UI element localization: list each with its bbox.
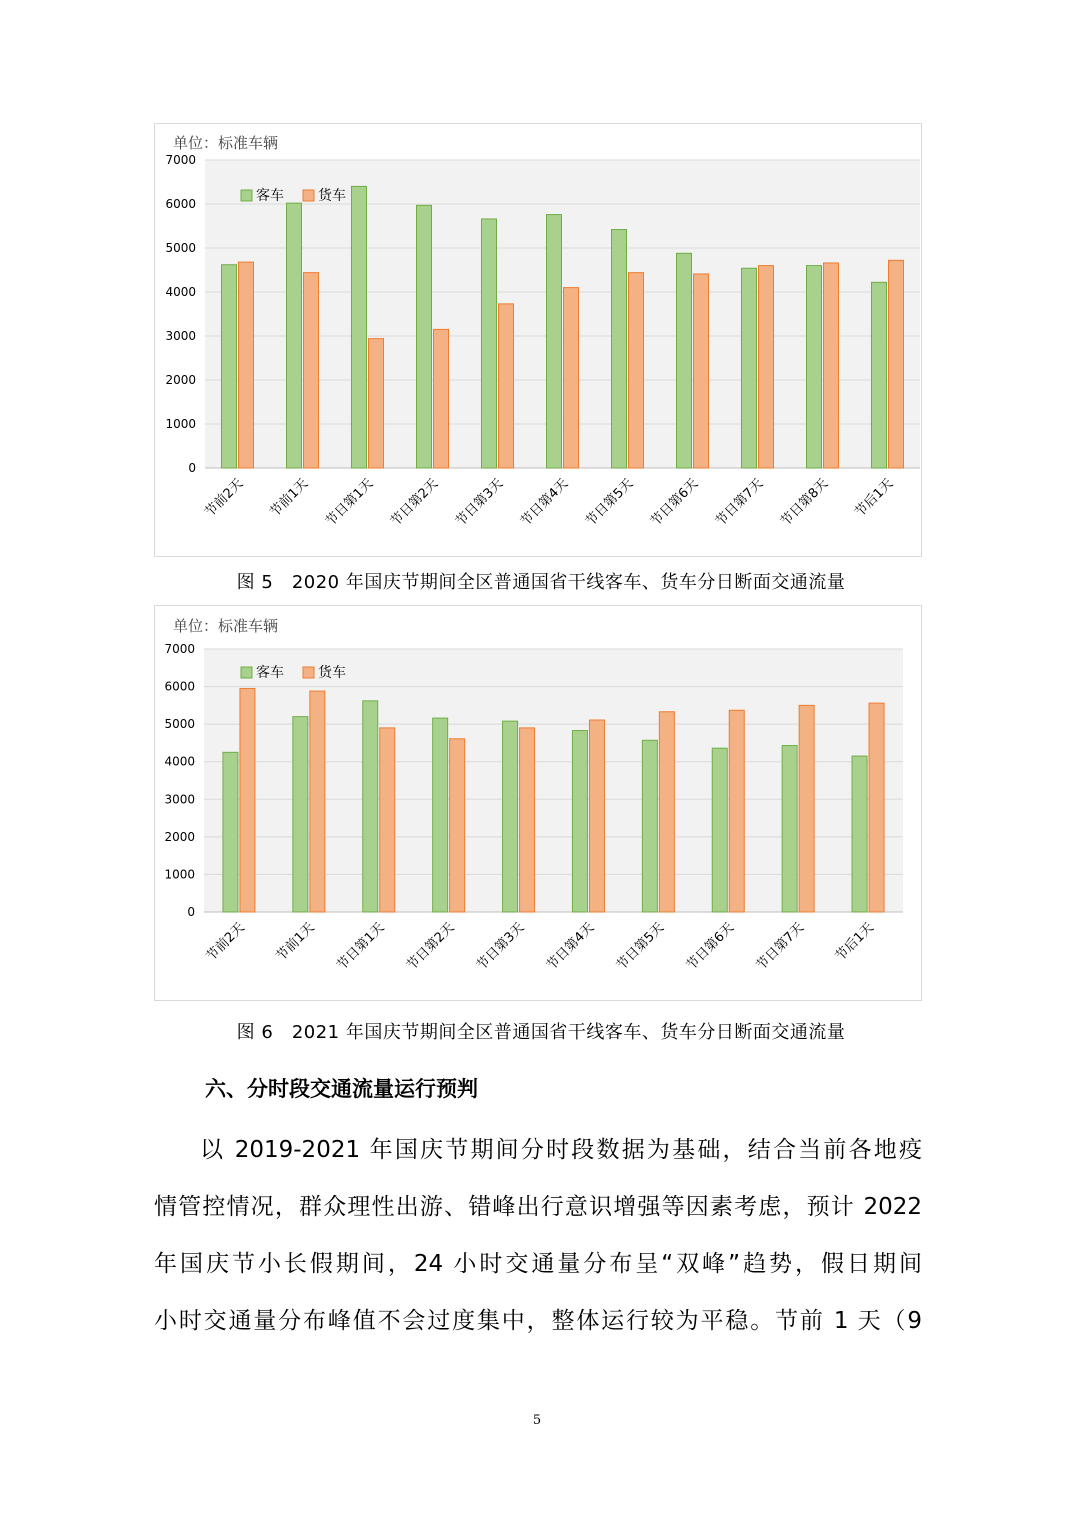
- body-paragraph: [154, 1122, 922, 1350]
- x-tick-label: 节日第8天: [778, 476, 832, 530]
- bar-freight: [659, 712, 674, 912]
- bar-passenger: [287, 203, 302, 468]
- bar-freight: [304, 273, 319, 468]
- legend-label: 客车: [256, 188, 284, 204]
- x-tick-label: 节前2天: [202, 476, 247, 521]
- x-tick-label: 节日第1天: [323, 476, 377, 530]
- page-number: 5: [532, 1413, 542, 1428]
- bar-freight: [799, 705, 814, 912]
- bar-freight: [450, 739, 465, 912]
- bar-freight: [564, 288, 579, 468]
- bar-passenger: [223, 752, 238, 912]
- y-tick-label: 3000: [165, 329, 196, 343]
- x-tick-label: 节日第7天: [753, 920, 807, 974]
- bar-freight: [889, 260, 904, 468]
- chart-2021-daily-traffic: [154, 605, 922, 1001]
- bar-passenger: [872, 282, 887, 468]
- x-tick-label: 节后1天: [832, 920, 877, 965]
- bar-freight: [380, 728, 395, 912]
- bar-freight: [589, 720, 604, 912]
- y-tick-label: 4000: [164, 754, 195, 769]
- bar-freight: [869, 703, 884, 912]
- x-tick-label: 节日第3天: [474, 920, 528, 974]
- y-tick-label: 6000: [165, 197, 196, 211]
- x-tick-label: 节日第5天: [583, 476, 637, 530]
- x-tick-label: 节前1天: [273, 920, 318, 965]
- chart-2021-svg: [155, 606, 921, 1000]
- unit-label: 单位：标准车辆: [173, 617, 279, 635]
- y-tick-label: 4000: [165, 285, 196, 299]
- bar-passenger: [433, 718, 448, 912]
- bar-freight: [239, 262, 254, 468]
- bar-passenger: [352, 186, 367, 468]
- y-tick-label: 2000: [165, 373, 196, 387]
- paragraph-line: 小时交通量分布峰值不会过度集中，整体运行较为平稳。节前 1 天（9: [154, 1308, 922, 1334]
- bar-passenger: [417, 205, 432, 468]
- x-tick-label: 节日第4天: [518, 476, 572, 530]
- x-tick-label: 节日第2天: [404, 920, 458, 974]
- bar-passenger: [572, 731, 587, 912]
- paragraph-line: 情管控情况，群众理性出游、错峰出行意识增强等因素考虑，预计 2022: [154, 1194, 922, 1220]
- bar-freight: [369, 339, 384, 468]
- bar-passenger: [807, 266, 822, 468]
- legend-swatch: [241, 190, 252, 201]
- bar-passenger: [293, 717, 308, 912]
- section-heading: 六、分时段交通流量运行预判: [205, 1077, 478, 1101]
- bar-freight: [759, 266, 774, 468]
- y-tick-label: 0: [187, 905, 195, 919]
- x-tick-label: 节日第5天: [613, 920, 668, 974]
- x-tick-label: 节日第7天: [713, 476, 767, 530]
- x-tick-label: 节日第6天: [683, 920, 738, 974]
- legend-label: 货车: [318, 665, 346, 681]
- y-tick-label: 2000: [164, 829, 195, 844]
- x-tick-label: 节前1天: [267, 476, 312, 521]
- legend-label: 货车: [318, 188, 346, 204]
- bar-passenger: [222, 265, 237, 468]
- y-tick-label: 5000: [164, 717, 195, 732]
- y-tick-label: 0: [188, 461, 196, 475]
- legend-swatch: [303, 190, 314, 201]
- x-tick-label: 节日第2天: [388, 476, 442, 530]
- y-tick-label: 6000: [164, 679, 195, 694]
- x-tick-label: 节日第3天: [453, 476, 507, 530]
- bar-passenger: [503, 721, 518, 912]
- x-tick-label: 节日第4天: [544, 920, 598, 974]
- bar-passenger: [642, 740, 657, 912]
- y-tick-label: 1000: [164, 867, 195, 882]
- chart-2020-daily-traffic: [154, 123, 922, 557]
- bar-passenger: [712, 748, 727, 912]
- bar-passenger: [782, 746, 797, 912]
- figure-6-caption: 图 6 2021 年国庆节期间全区普通国省干线客车、货车分日断面交通流量: [236, 1022, 846, 1043]
- x-tick-label: 节日第1天: [334, 920, 388, 974]
- x-tick-label: 节后1天: [852, 476, 897, 521]
- chart-2020-svg: [155, 124, 921, 556]
- bar-passenger: [482, 219, 497, 468]
- x-tick-label: 节前2天: [203, 920, 248, 965]
- y-tick-label: 5000: [165, 241, 196, 255]
- bar-freight: [694, 274, 709, 468]
- bar-freight: [729, 710, 744, 912]
- paragraph-line: 以 2019-2021 年国庆节期间分时段数据为基础，结合当前各地疫: [200, 1137, 922, 1163]
- bar-freight: [629, 273, 644, 468]
- bar-freight: [499, 304, 514, 468]
- bar-freight: [434, 329, 449, 468]
- bar-passenger: [677, 253, 692, 468]
- bar-freight: [824, 263, 839, 468]
- bar-freight: [310, 691, 325, 912]
- figure-5-caption: 图 5 2020 年国庆节期间全区普通国省干线客车、货车分日断面交通流量: [236, 572, 846, 593]
- bar-passenger: [363, 701, 378, 912]
- plot-area: [204, 649, 903, 912]
- legend-swatch: [241, 667, 252, 678]
- y-tick-label: 1000: [165, 417, 196, 431]
- legend-swatch: [303, 667, 314, 678]
- bar-passenger: [742, 268, 757, 468]
- y-tick-label: 7000: [164, 642, 195, 656]
- bar-passenger: [547, 215, 562, 468]
- x-tick-label: 节日第6天: [648, 476, 702, 530]
- unit-label: 单位：标准车辆: [173, 134, 279, 152]
- paragraph-line: 年国庆节小长假期间，24 小时交通量分布呈“双峰”趋势，假日期间: [154, 1251, 922, 1277]
- bar-freight: [520, 728, 535, 912]
- y-tick-label: 7000: [165, 153, 196, 167]
- bar-freight: [240, 688, 255, 912]
- y-tick-label: 3000: [164, 792, 195, 807]
- bar-passenger: [612, 230, 627, 468]
- bar-passenger: [852, 756, 867, 912]
- legend-label: 客车: [256, 665, 284, 681]
